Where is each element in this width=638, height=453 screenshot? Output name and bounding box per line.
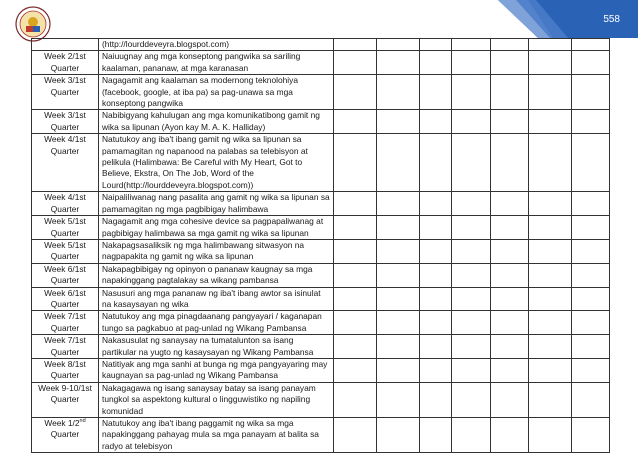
competency-cell: (http://lourddeveyra.blogspot.com) — [99, 39, 334, 51]
week-cell: Week 3/1st Quarter — [32, 110, 99, 134]
table-row — [32, 51, 610, 75]
table-row — [32, 239, 610, 263]
table-row — [32, 287, 610, 311]
week-cell — [32, 39, 99, 51]
week-cell: Week 4/1st Quarter — [32, 134, 99, 192]
table-row — [32, 335, 610, 359]
table-row — [32, 216, 610, 240]
competency-cell: Naipaliliwanag nang pasalita ang gamit ng wika sa lipunan sa pamamagitan ng mga pagbibigay halimbawa — [99, 192, 334, 216]
table-row — [32, 263, 610, 287]
competency-cell: Natutukoy ang iba't ibang gamit ng wika sa lipunan sa pamamagitan ng napanood na palabas sa telebisyon at pelikula (Halimbawa: Be Careful with My Heart, Got to Believe, Ekstra, On The Job, Word of the Lourd(http://lourddeveyra.blogspot.com)) — [99, 134, 334, 192]
competency-cell: Natutukoy ang iba't ibang paggamit ng wika sa mga napakinggang pahayag mula sa mga panayam at balita sa radyo at telebisyon — [99, 418, 334, 453]
competency-cell: Naiuugnay ang mga konseptong pangwika sa sariling kaalaman, pananaw, at mga karanasan — [99, 51, 334, 75]
week-cell: Week 5/1st Quarter — [32, 239, 99, 263]
competency-cell: Nagagamit ang kaalaman sa modernong teknolohiya (facebook, google, at iba pa) sa pag-unawa sa mga konseptong pangwika — [99, 75, 334, 110]
competency-cell: Nagagamit ang mga cohesive device sa pagpapaliwanag at pagbibigay halimbawa sa mga gamit ng wika sa lipunan — [99, 216, 334, 240]
page-number: 558 — [603, 14, 620, 25]
table-row — [32, 192, 610, 216]
table-row — [32, 382, 610, 417]
week-cell — [32, 418, 99, 453]
competency-cell: Nakapagsasaliksik ng mga halimbawang sitwasyon na nagpapakita ng gamit ng wika sa lipunan — [99, 239, 334, 263]
week-cell: Week 3/1st Quarter — [32, 75, 99, 110]
table-row — [32, 134, 610, 192]
week-cell: Week 8/1st Quarter — [32, 358, 99, 382]
week-cell: Week 4/1st Quarter — [32, 192, 99, 216]
week-cell: Week 2/1st Quarter — [32, 51, 99, 75]
competency-cell: Nabibigyang kahulugan ang mga komunikatibong gamit ng wika sa lipunan (Ayon kay M. A. K. Halliday) — [99, 110, 334, 134]
week-ordinal: nd — [79, 418, 86, 425]
competency-cell: Natitiyak ang mga sanhi at bunga ng mga pangyayaring may kaugnayan sa pag-unlad ng Wikang Pambansa — [99, 358, 334, 382]
table-row — [32, 358, 610, 382]
week-cell: Week 6/1st Quarter — [32, 287, 99, 311]
table-row — [32, 110, 610, 134]
table-row — [32, 311, 610, 335]
table-row — [32, 75, 610, 110]
curriculum-table — [31, 38, 610, 453]
week-label: Week 1/2 — [44, 418, 80, 428]
deped-seal-icon — [15, 6, 51, 42]
competency-cell: Nakapagbibigay ng opinyon o pananaw kaugnay sa mga napakinggang pagtalakay sa wikang pambansa — [99, 263, 334, 287]
competency-cell: Natutukoy ang mga pinagdaanang pangyayari / kaganapan tungo sa pagkabuo at pag-unlad ng Wikang Pambansa — [99, 311, 334, 335]
competency-cell: Nakagagawa ng isang sanaysay batay sa isang panayam tungkol sa aspektong kultural o lingguwistiko ng napiling komunidad — [99, 382, 334, 417]
week-cell: Week 5/1st Quarter — [32, 216, 99, 240]
week-label-quarter: Quarter — [50, 429, 80, 440]
table-row — [32, 39, 610, 51]
week-cell: Week 7/1st Quarter — [32, 335, 99, 359]
competency-cell: Nasusuri ang mga pananaw ng iba't ibang awtor sa isinulat na kasaysayan ng wika — [99, 287, 334, 311]
week-cell: Week 6/1st Quarter — [32, 263, 99, 287]
table-row — [32, 418, 610, 453]
competency-cell: Nakasusulat ng sanaysay na tumatalunton sa isang partikular na yugto ng kasaysayan ng Wikang Pambansa — [99, 335, 334, 359]
week-cell: Week 9-10/1st Quarter — [32, 382, 99, 417]
week-cell: Week 7/1st Quarter — [32, 311, 99, 335]
